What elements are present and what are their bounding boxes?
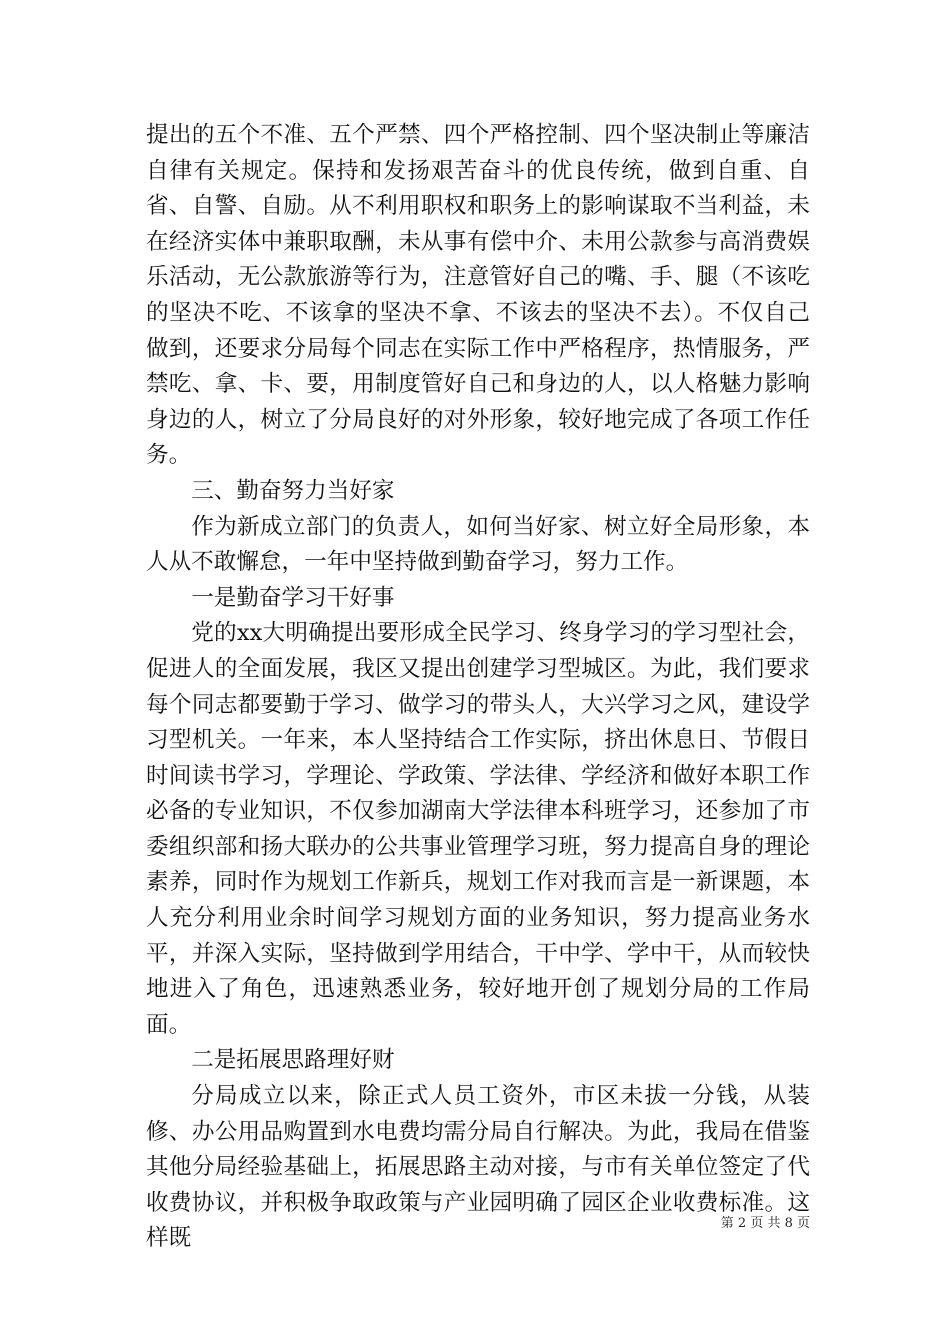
page-number: 第 2 页 共 8 页 xyxy=(720,1216,810,1231)
paragraph-finance: 分局成立以来，除正式人员工资外，市区未拔一分钱，从装修、办公用品购置到水电费均需分局自行解决。为此，我局在借鉴其他分局经验基础上，拓展思路主动对接，与市有关单位签定了代收费协议，并积极争取政策与产业园明确了园区企业收费标准。这样既 xyxy=(146,1083,810,1252)
subheading-finance: 二是拓展思路理好财 xyxy=(191,1047,395,1074)
subheading-study: 一是勤奋学习干好事 xyxy=(191,584,395,611)
document-body xyxy=(146,118,810,1257)
paragraph-integrity-rules: 提出的五个不准、五个严禁、四个严格控制、四个坚决制止等廉洁自律有关规定。保持和发扬艰苦奋斗的优良传统，做到自重、自省、自警、自励。从不利用职权和职务上的影响谋取不当利益，未在经济实体中兼职取酬，未从事有偿中介、未用公款参与高消费娱乐活动，无公款旅游等行为，注意管好自己的嘴、手、腿（不该吃的坚决不吃、不该拿的坚决不拿、不该去的坚决不去）。不仅自己做到，还要求分局每个同志在实际工作中严格程序，热情服务，严禁吃、拿、卡、要，用制度管好自己和身边的人，以人格魅力影响身边的人，树立了分局良好的对外形象，较好地完成了各项工作任务。 xyxy=(146,122,810,469)
paragraph-department-head: 作为新成立部门的负责人，如何当好家、树立好全局形象，本人从不敢懈怠，一年中坚持做到勤奋学习，努力工作。 xyxy=(146,513,810,576)
section-heading-diligence: 三、勤奋努力当好家 xyxy=(191,477,395,504)
paragraph-study: 党的xx大明确提出要形成全民学习、终身学习的学习型社会，促进人的全面发展，我区又提出创建学习型城区。为此，我们要求每个同志都要勤于学习、做学习的带头人，大兴学习之风，建设学习型机关。一年来，本人坚持结合工作实际，挤出休息日、节假日时间读书学习，学理论、学政策、学法律、学经济和做好本职工作必备的专业知识，不仅参加湖南大学法律本科班学习，还参加了市委组织部和扬大联办的公共事业管理学习班，努力提高自身的理论素养，同时作为规划工作新兵，规划工作对我而言是一新课题，本人充分利用业余时间学习规划方面的业务知识，努力提高业务水平，并深入实际，坚持做到学用结合，干中学、学中干，从而较快地进入了角色，迅速熟悉业务，较好地开创了规划分局的工作局面。 xyxy=(146,620,810,1038)
